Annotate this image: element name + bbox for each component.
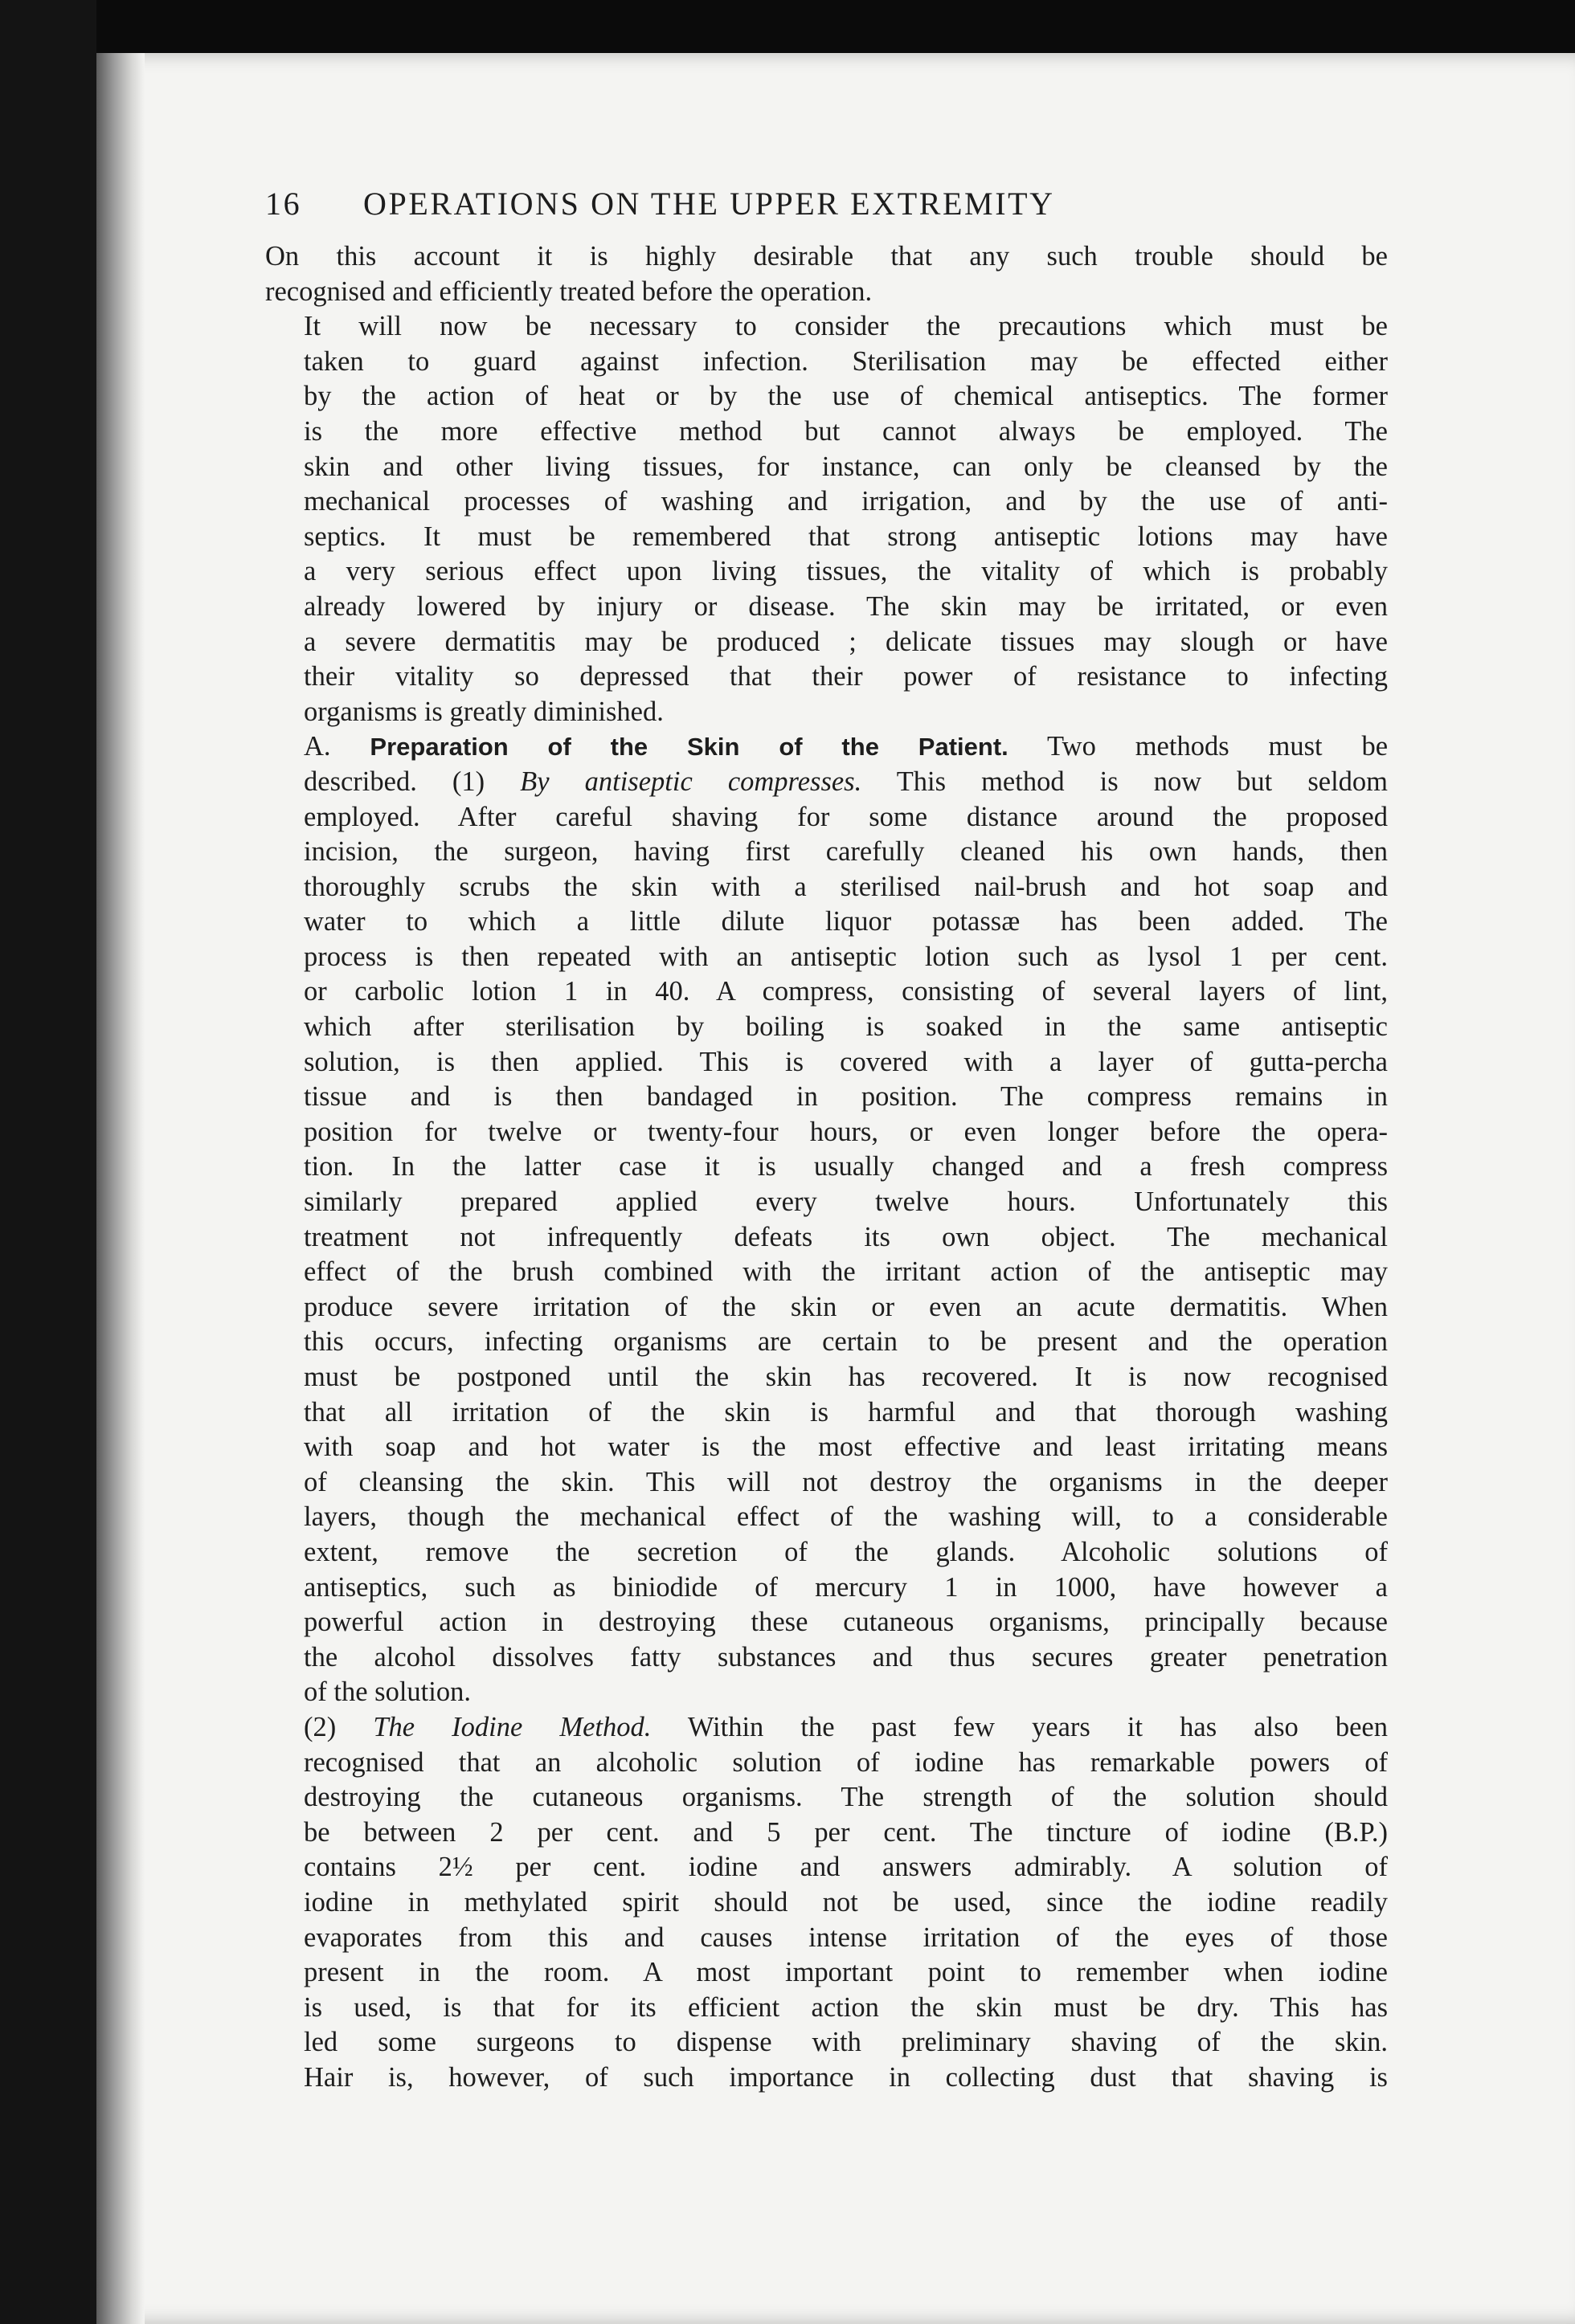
text-line xyxy=(265,765,1388,800)
text-fragment: Two methods must be xyxy=(1047,731,1389,762)
text-line: incision, the surgeon, having first carefully cleaned his own hands, then xyxy=(304,836,1388,868)
text-line: is used, is that for its efficient action the skin must be dry. This has xyxy=(304,1991,1388,2023)
running-head xyxy=(265,186,1388,222)
text-line: produce severe irritation of the skin or even an acute dermatitis. When xyxy=(304,1291,1388,1322)
text-line: contains 2½ per cent. iodine and answers admirably. A solution of xyxy=(304,1852,1388,1883)
text-fragment: This method is now but seldom xyxy=(896,766,1388,797)
text-line: thoroughly scrubs the skin with a sterilised nail-brush and hot soap and xyxy=(304,871,1388,902)
text-line: which after sterilisation by boiling is soaked in the same antiseptic xyxy=(304,1011,1388,1043)
text-line: recognised that an alcoholic solution of iodine has remarkable powers of xyxy=(304,1746,1388,1778)
text-line: treatment not infrequently defeats its own object. The mechanical xyxy=(304,1221,1388,1252)
text-line: with soap and hot water is the most effective and least irritating means xyxy=(304,1432,1388,1463)
text-line: a severe dermatitis may be produced ; delicate tissues may slough or have xyxy=(304,626,1388,657)
scan-top-border xyxy=(0,0,1575,60)
text-line xyxy=(265,1710,1388,1746)
text-line: mechanical processes of washing and irrigation, and by the use of anti- xyxy=(304,486,1388,517)
text-line: tissue and is then bandaged in position. The compress remains in xyxy=(304,1081,1388,1113)
text-line: of the solution. xyxy=(304,1677,471,1708)
text-line: evaporates from this and causes intense irritation of the eyes of those xyxy=(304,1922,1388,1953)
text-line xyxy=(265,729,1388,765)
section-heading: Preparation of the Skin of the Patient. xyxy=(370,733,1008,762)
text-line: this occurs, infecting organisms are certain to be present and the operation xyxy=(304,1326,1388,1358)
text-fragment: Within the past few years it has also been xyxy=(687,1711,1388,1742)
text-line: tion. In the latter case it is usually changed and a fresh compress xyxy=(304,1151,1388,1182)
text-line: taken to guard against infection. Sterilisation may be effected either xyxy=(304,345,1388,377)
page-number: 16 xyxy=(265,186,302,222)
text-line: of cleansing the skin. This will not destroy the organisms in the deeper xyxy=(304,1466,1388,1497)
text-fragment: (2) xyxy=(304,1711,337,1742)
text-line: led some surgeons to dispense with preliminary shaving of the skin. xyxy=(304,2027,1388,2058)
page-gutter-shadow xyxy=(96,53,145,2324)
text-line: skin and other living tissues, for instance, can only be cleansed by the xyxy=(304,451,1388,482)
subsection-title-italic: The Iodine Method. xyxy=(373,1711,652,1742)
text-line: present in the room. A most important point to remember when iodine xyxy=(304,1957,1388,1988)
text-line: extent, remove the secretion of the glands. Alcoholic solutions of xyxy=(304,1536,1388,1567)
subsection-title-italic: By antiseptic compresses. xyxy=(520,766,862,797)
text-line: solution, is then applied. This is covered with a layer of gutta-percha xyxy=(304,1046,1388,1077)
text-line: effect of the brush combined with the irritant action of the antiseptic may xyxy=(304,1256,1388,1288)
text-line: be between 2 per cent. and 5 per cent. The tincture of iodine (B.P.) xyxy=(304,1816,1388,1848)
text-line: or carbolic lotion 1 in 40. A compress, consisting of several layers of lint, xyxy=(304,976,1388,1007)
page-content xyxy=(265,186,1388,2095)
paragraph-1 xyxy=(265,239,1388,309)
text-line: the alcohol dissolves fatty substances and thus secures greater penetration xyxy=(304,1641,1388,1673)
text-line: It will now be necessary to consider the precautions which must be xyxy=(304,311,1388,342)
text-fragment: described. (1) xyxy=(304,766,485,797)
text-line: Hair is, however, of such importance in collecting dust that shaving is xyxy=(304,2061,1388,2093)
text-line: a very serious effect upon living tissues, the vitality of which is probably xyxy=(304,556,1388,587)
text-line: septics. It must be remembered that strong antiseptic lotions may have xyxy=(304,521,1388,552)
text-line: antiseptics, such as biniodide of mercury 1 in 1000, have however a xyxy=(304,1571,1388,1603)
text-line: iodine in methylated spirit should not be used, since the iodine readily xyxy=(304,1886,1388,1918)
paragraph-3-skin-preparation xyxy=(265,729,1388,1710)
text-line: similarly prepared applied every twelve hours. Unfortunately this xyxy=(304,1187,1388,1218)
text-line: destroying the cutaneous organisms. The strength of the solution should xyxy=(304,1782,1388,1813)
running-title: OPERATIONS ON THE UPPER EXTREMITY xyxy=(363,186,1055,222)
text-line: employed. After careful shaving for some distance around the proposed xyxy=(304,801,1388,832)
text-line: already lowered by injury or disease. The skin may be irritated, or even xyxy=(304,590,1388,622)
section-label: A. xyxy=(304,731,331,762)
text-line: recognised and efficiently treated before the operation. xyxy=(265,276,873,307)
text-line: organisms is greatly diminished. xyxy=(304,696,664,727)
text-line: their vitality so depressed that their power of resistance to infecting xyxy=(304,661,1388,692)
text-line: powerful action in destroying these cutaneous organisms, principally because xyxy=(304,1607,1388,1638)
text-line: must be postponed until the skin has recovered. It is now recognised xyxy=(304,1362,1388,1392)
text-line: is the more effective method but cannot always be employed. The xyxy=(304,415,1388,447)
text-line: layers, though the mechanical effect of the washing will, to a considerable xyxy=(304,1501,1388,1533)
text-line: water to which a little dilute liquor potassæ has been added. The xyxy=(304,906,1388,937)
text-line: that all irritation of the skin is harmful and that thorough washing xyxy=(304,1396,1388,1427)
text-line: process is then repeated with an antiseptic lotion such as lysol 1 per cent. xyxy=(304,941,1388,972)
paragraph-4-iodine-method xyxy=(265,1710,1388,2096)
text-line: On this account it is highly desirable that any such trouble should be xyxy=(265,241,1388,272)
scan-left-border xyxy=(0,0,96,2324)
text-line: position for twelve or twenty-four hours, or even longer before the opera- xyxy=(304,1116,1388,1147)
text-line: by the action of heat or by the use of chemical antiseptics. The former xyxy=(304,381,1388,412)
paragraph-2 xyxy=(265,309,1388,729)
